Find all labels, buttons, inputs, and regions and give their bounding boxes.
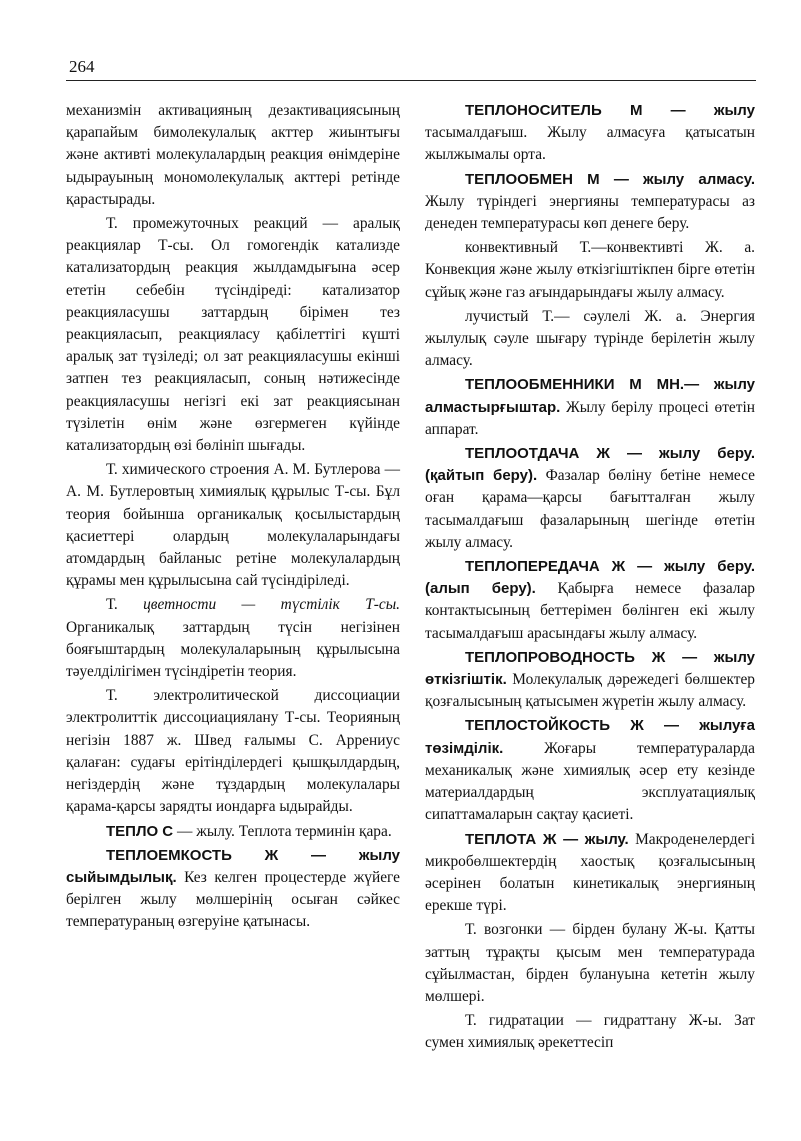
entry-headword: ТЕПЛО С xyxy=(106,822,174,840)
paragraph: Т. промежуточных реакций — аралық реакциялар Т-сы. Ол гомогендік катализде катализатордың реакция жылдамдығына әсер ететін себебін түсіндіреді: катализатор реакцияласушы заттардың бірімен тез реакцияласып, реакцияласу қабілеттігі күшті аралық зат түзіледі; ол зат реакцияласушы екінші затпен тез реакцияласып, соның нәтижесінде реакцияласушы негізгі екі зат реакциясынан түзілетін өнім және өзгермеген күйінде катализатордың өзі бөлініп шығады. xyxy=(66,215,400,455)
entry-headword: ТЕПЛОНОСИТЕЛЬ М — жылу xyxy=(465,102,755,119)
entry-headword: ТЕПЛОЕМКОСТЬ Ж — жылу сыйымдылық. xyxy=(66,846,400,886)
paragraph: Т. химического строения А. М. Бутлерова — А. М. Бутлеровтың химиялық құрылыс Т-сы. Бұл теория бойынша органикалық қосылыстардың қасиеттері олардың молекулаларындағы атомдардың байланыс ретіне молекулалардың құрамы мен құрылысына сай түсіндіріледі. xyxy=(66,461,400,590)
entry-headword: ТЕПЛОПРОВОДНОСТЬ Ж — жылу өткізгіштік. xyxy=(425,648,755,689)
paragraph xyxy=(66,594,400,683)
entry-headword: ТЕПЛОПЕРЕДАЧА Ж — жылу беру. (алып беру). xyxy=(425,558,755,598)
entry-headword: ТЕПЛООБМЕН М — жылу алмасу. xyxy=(465,170,755,188)
paragraph-italic: цветности — түстілік Т-сы. xyxy=(143,596,400,614)
subentry: конвективный Т.—конвективті Ж. а. Конвекция және жылу өткізгіштікпен бірге өтетін сұйық және газ ағындарындағы жылу алмасу. xyxy=(425,239,755,301)
entry-text: Молекулалық дәрежедегі бөлшектер қозғалысының қатысымен жүретін жылу алмасу. xyxy=(425,671,755,711)
entry xyxy=(66,845,400,934)
entry-text: Фазалар бөліну бетіне немесе оған қарама—қарсы бағытталған жылу тасымалдағыш фазаларының шегінде өтетін жылу алмасу. xyxy=(425,467,756,551)
entry-text: Жылу түріндегі энергияны температурасы аз денеден температурасы көп денеге беру. xyxy=(425,192,755,233)
entry-text: Кез келген процестерде жүйеге берілген жылу мөлшерінің осыған сәйкес температураның өзгеруіне қатынасы. xyxy=(66,868,400,931)
entry xyxy=(425,715,755,826)
paragraph-text: Органикалық заттардың түсін негізінен бояғыштардың молекулаларының құрылысына тәуелділігімен түсіндіретін теория. xyxy=(66,618,400,681)
header-rule xyxy=(66,80,756,81)
entry-text: Қабырға немесе фазалар контактысының беттерімен бөлінген екі жылу тасымалдағыш арасындағы жылу алмасу. xyxy=(425,580,755,642)
subentry: Т. возгонки — бірден булану Ж-ы. Қатты заттың тұрақты қысым мен температурада сұйылмастан, бірден булануына кететін жылу мөлшері. xyxy=(425,921,755,1005)
paragraph: механизмін активацияның дезактивациясының қарапайым бимолекулалық акттер жиынтығы және активті молекулалардың реакция өнімдеріне ыдырауының мономолекулалық акттері ретінде қарастырады. xyxy=(66,102,400,208)
entry-text: Макроденелердегі микробөлшектердің хаостық қозғалысының әсерінен болатын кинетикалық энергияның ерекше түрі. xyxy=(425,830,755,915)
entry xyxy=(425,647,755,714)
entry xyxy=(425,443,755,554)
entry xyxy=(425,829,755,918)
paragraph-lead: Т. xyxy=(106,596,144,614)
entry-text: Жылу берілу процесі өтетін аппарат. xyxy=(425,398,755,438)
entry-headword: ТЕПЛООТДАЧА Ж — жылу беру. (қайтып беру). xyxy=(425,445,755,485)
subentry: лучистый Т.— сәулелі Ж. а. Энергия жылулық сәуле шығару түрінде берілетін жылу алмасу. xyxy=(425,307,755,370)
subentry: Т. гидратации — гидраттану Ж-ы. Зат сумен химиялық әрекеттесіп xyxy=(425,1012,755,1052)
page-number: 264 xyxy=(69,57,95,76)
entry-headword: ТЕПЛОСТОЙКОСТЬ Ж — жылуға төзімділік. xyxy=(425,717,755,757)
right-column xyxy=(425,100,755,1057)
entry xyxy=(425,556,755,645)
entry-text: — жылу. Теплота терминін қара. xyxy=(173,822,392,840)
paragraph: Т. электролитической диссоциации электролиттік диссоциациялану Т-сы. Теорияның негізін 1887 ж. Швед ғалымы С. Аррениус қалаған: судағы ерітінділердегі қышқылдардың, негіздердің және тұздардың молекулалары қарама-қарсы зарядты иондарға ыдырайды. xyxy=(66,687,400,816)
entry xyxy=(66,821,400,843)
entry xyxy=(425,169,755,236)
entry-text: тасымалдағыш. Жылу алмасуға қатысатын жылжымалы орта. xyxy=(425,124,755,164)
entry-headword: ТЕПЛОТА Ж — жылу. xyxy=(465,830,629,848)
left-column xyxy=(66,100,400,936)
entry-text: Жоғары температураларда механикалық және химиялық әсер ету кезінде материалдардың эксплуатациялық сипаттамаларын сақтау қасиеті. xyxy=(425,739,755,824)
entry-headword: ТЕПЛООБМЕННИКИ М МН.— жылу алмастырғыштар. xyxy=(425,376,755,416)
entry xyxy=(425,100,755,167)
entry xyxy=(425,374,755,441)
